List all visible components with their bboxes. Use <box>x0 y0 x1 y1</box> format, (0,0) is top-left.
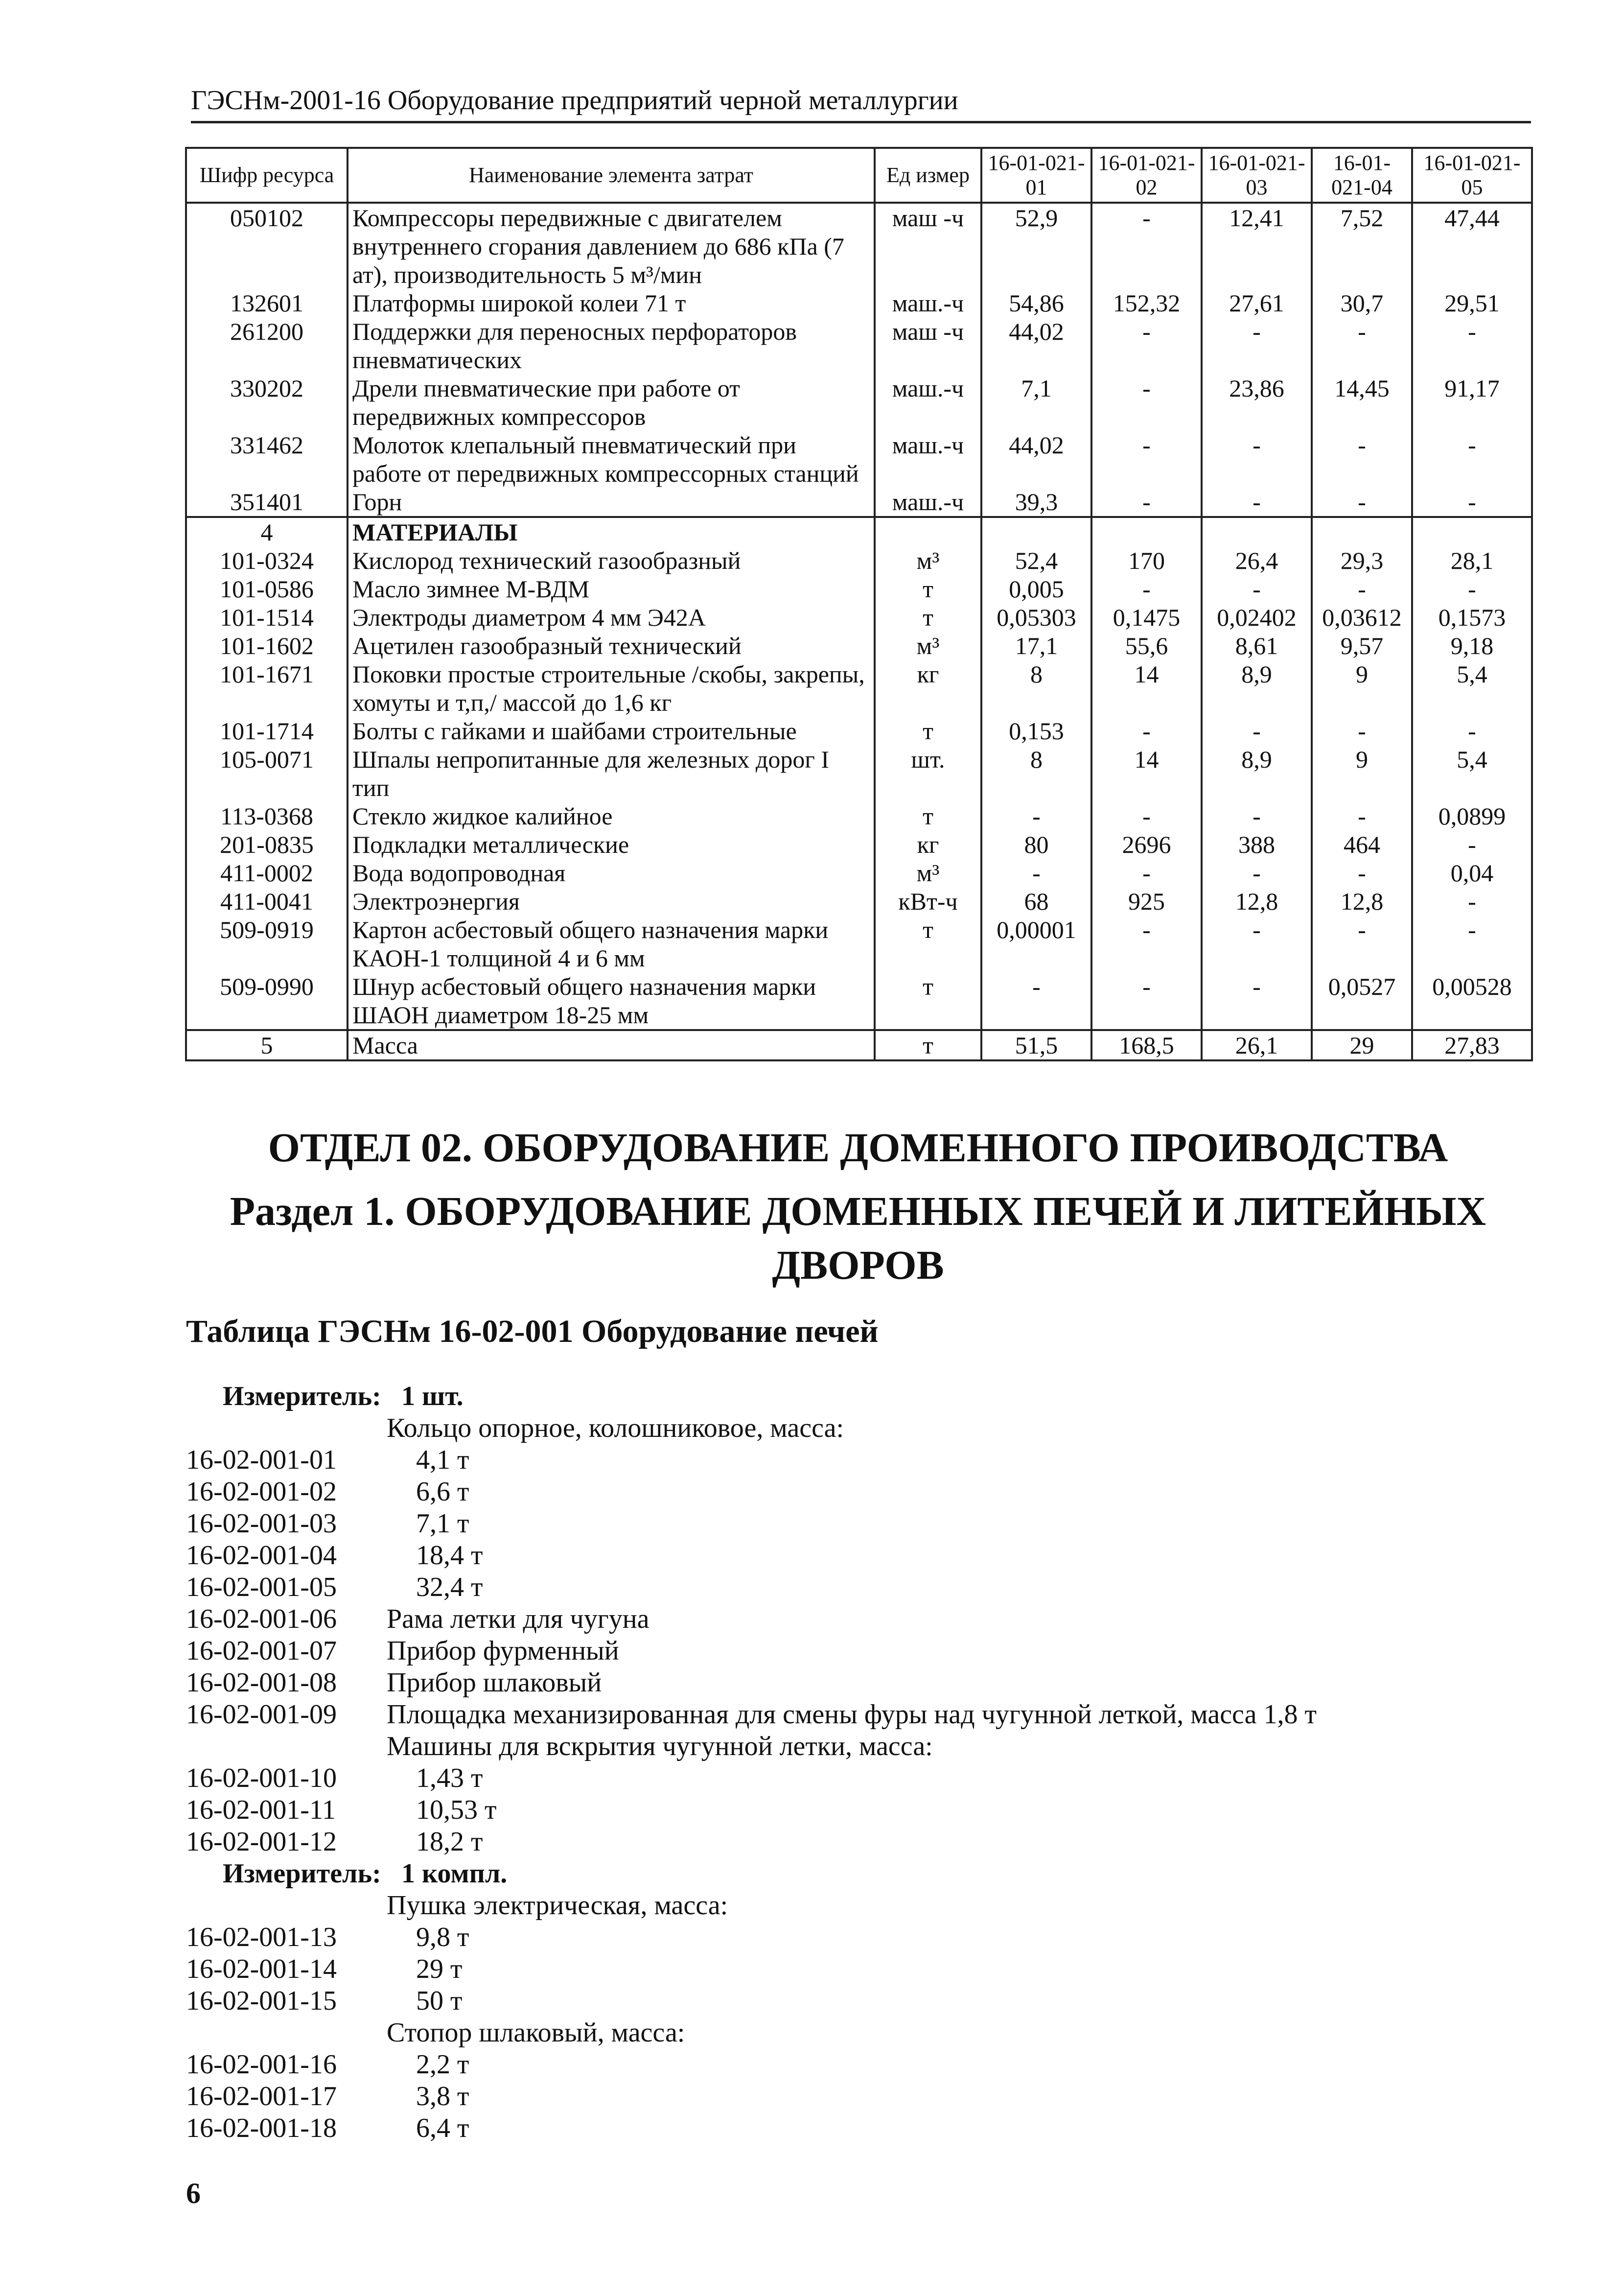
norm-value-cell: - <box>1412 717 1532 745</box>
norm-value-cell: 52,9 <box>981 203 1091 289</box>
norm-value-cell: 464 <box>1312 830 1412 859</box>
item-code: 16-02-001-06 <box>186 1604 337 1634</box>
group-heading-line <box>186 1731 1531 1762</box>
unit-cell: маш -ч <box>875 203 981 289</box>
item-text: 4,1 т <box>416 1445 469 1475</box>
group-heading-line <box>186 1412 1531 1444</box>
norm-value-cell: 26,4 <box>1202 546 1312 575</box>
norm-value-cell: 0,00528 <box>1412 972 1532 1030</box>
norm-value-cell: - <box>1091 575 1202 603</box>
item-text: 6,6 т <box>416 1477 469 1507</box>
page-header: ГЭСНм-2001-16 Оборудование предприятий черной металлургии <box>191 81 1531 123</box>
norm-value-cell: 0,153 <box>981 717 1091 745</box>
norm-value-cell: - <box>1202 972 1312 1030</box>
item-code: 16-02-001-17 <box>186 2081 337 2112</box>
norm-value-cell: 23,86 <box>1202 374 1312 431</box>
norm-value-cell: - <box>1412 488 1532 517</box>
resource-code-cell: 261200 <box>186 317 348 374</box>
cost-element-name-cell: Ацетилен газообразный технический <box>348 632 875 660</box>
resource-cost-table <box>185 147 1533 1061</box>
item-code: 16-02-001-18 <box>186 2113 337 2143</box>
table-row <box>186 972 1532 1030</box>
table-body <box>186 203 1532 1060</box>
table-row <box>186 603 1532 632</box>
norm-value-cell: 9 <box>1312 745 1412 802</box>
norm-value-cell: - <box>1202 431 1312 488</box>
norm-value-cell: - <box>1091 717 1202 745</box>
norm-value-cell: - <box>1091 915 1202 972</box>
norm-value-cell: - <box>1091 859 1202 887</box>
norm-value-cell: - <box>1312 431 1412 488</box>
unit-cell: т <box>875 575 981 603</box>
norm-value-cell: - <box>1312 915 1412 972</box>
norm-value-cell: 168,5 <box>1091 1030 1202 1060</box>
table-header-row <box>186 148 1532 203</box>
norm-value-cell: 388 <box>1202 830 1312 859</box>
norm-value-cell: 0,03612 <box>1312 603 1412 632</box>
item-text: 18,4 т <box>416 1540 483 1571</box>
norm-value-cell: 91,17 <box>1412 374 1532 431</box>
norm-value-cell: 12,41 <box>1202 203 1312 289</box>
unit-cell: т <box>875 915 981 972</box>
norm-value-cell: 29 <box>1312 1030 1412 1060</box>
norm-value-cell: 9 <box>1312 660 1412 717</box>
unit-cell: м³ <box>875 632 981 660</box>
norm-value-cell: 5,4 <box>1412 660 1532 717</box>
table-row <box>186 660 1532 717</box>
list-item <box>186 1985 1531 2017</box>
norm-value-cell: 8 <box>981 660 1091 717</box>
resource-code-cell: 101-0586 <box>186 575 348 603</box>
norm-value-cell: 12,8 <box>1312 887 1412 915</box>
table-row <box>186 915 1532 972</box>
item-text: Прибор фурменный <box>387 1636 619 1666</box>
norm-value-cell: 0,1573 <box>1412 603 1532 632</box>
norm-value-cell: 0,05303 <box>981 603 1091 632</box>
cost-element-name-cell: Кислород технический газообразный <box>348 546 875 575</box>
norm-value-cell: - <box>1412 915 1532 972</box>
resource-code-cell: 101-0324 <box>186 546 348 575</box>
item-text: 7,1 т <box>416 1508 469 1539</box>
cost-element-name-cell: Стекло жидкое калийное <box>348 802 875 830</box>
list-item <box>186 1476 1531 1508</box>
item-code: 16-02-001-13 <box>186 1922 337 1952</box>
column-header-021-03: 16-01-021-03 <box>1202 148 1312 203</box>
norm-value-cell: 0,0527 <box>1312 972 1412 1030</box>
norm-value-cell: - <box>1202 915 1312 972</box>
resource-code-cell: 113-0368 <box>186 802 348 830</box>
list-item <box>186 1826 1531 1858</box>
norm-value-cell: - <box>1412 575 1532 603</box>
norm-value-cell: 9,57 <box>1312 632 1412 660</box>
norm-value-cell: 68 <box>981 887 1091 915</box>
column-header-021-05: 16-01-021-05 <box>1412 148 1532 203</box>
item-code: 16-02-001-05 <box>186 1572 337 1602</box>
cost-element-name-cell: Подкладки металлические <box>348 830 875 859</box>
norm-value-cell: 14,45 <box>1312 374 1412 431</box>
cost-element-name-cell: МАТЕРИАЛЫ <box>348 517 875 546</box>
norm-value-cell <box>1312 517 1412 546</box>
norm-value-cell: 2696 <box>1091 830 1202 859</box>
department-title: ОТДЕЛ 02. ОБОРУДОВАНИЕ ДОМЕННОГО ПРОИВОДСТВА <box>268 1125 1448 1171</box>
norm-value-cell: - <box>1202 317 1312 374</box>
norm-value-cell: 0,0899 <box>1412 802 1532 830</box>
item-text: 18,2 т <box>416 1827 483 1857</box>
norm-value-cell: - <box>1091 203 1202 289</box>
cost-element-name-cell: Картон асбестовый общего назначения марки КАОН-1 толщиной 4 и 6 мм <box>348 915 875 972</box>
list-item <box>186 1762 1531 1794</box>
resource-code-cell: 101-1671 <box>186 660 348 717</box>
column-header-021-02: 16-01-021-02 <box>1091 148 1202 203</box>
norm-value-cell: 152,32 <box>1091 289 1202 317</box>
list-item <box>186 1444 1531 1476</box>
unit-cell: т <box>875 972 981 1030</box>
column-header-021-04: 16-01-021-04 <box>1312 148 1412 203</box>
table-row <box>186 546 1532 575</box>
table-row <box>186 289 1532 317</box>
cost-element-name-cell: Шпалы непропитанные для железных дорог I тип <box>348 745 875 802</box>
norm-value-cell: 0,005 <box>981 575 1091 603</box>
item-code: 16-02-001-02 <box>186 1477 337 1507</box>
table-row <box>186 431 1532 488</box>
norm-value-cell: 28,1 <box>1412 546 1532 575</box>
column-header-021-01: 16-01-021-01 <box>981 148 1091 203</box>
cost-element-name-cell: Электроэнергия <box>348 887 875 915</box>
list-item <box>186 1699 1531 1731</box>
norm-value-cell: - <box>1091 972 1202 1030</box>
norm-value-cell <box>981 517 1091 546</box>
meter-label: Измеритель: <box>223 1858 381 1889</box>
norm-value-cell: 9,18 <box>1412 632 1532 660</box>
unit-cell: м³ <box>875 546 981 575</box>
cost-element-name-cell: Дрели пневматические при работе от передвижных компрессоров <box>348 374 875 431</box>
item-text: 29 т <box>416 1954 463 1984</box>
table-row <box>186 745 1532 802</box>
table-row <box>186 802 1532 830</box>
table-row <box>186 830 1532 859</box>
page-number: 6 <box>186 2177 201 2209</box>
cost-element-name-cell: Электроды диаметром 4 мм Э42А <box>348 603 875 632</box>
resource-code-cell: 351401 <box>186 488 348 517</box>
table-row <box>186 203 1532 289</box>
norm-value-cell: 12,8 <box>1202 887 1312 915</box>
cost-element-name-cell: Горн <box>348 488 875 517</box>
cost-element-name-cell: Шнур асбестовый общего назначения марки ШАОН диаметром 18-25 мм <box>348 972 875 1030</box>
group-heading-line <box>186 2017 1531 2049</box>
cost-element-name-cell: Масса <box>348 1030 875 1060</box>
norm-value-cell: 0,02402 <box>1202 603 1312 632</box>
norm-value-cell: 29,3 <box>1312 546 1412 575</box>
list-item <box>186 1603 1531 1635</box>
norm-value-cell: 14 <box>1091 660 1202 717</box>
item-code: 16-02-001-04 <box>186 1540 337 1571</box>
cost-element-name-cell: Болты с гайками и шайбами строительные <box>348 717 875 745</box>
table-row <box>186 859 1532 887</box>
item-code: 16-02-001-01 <box>186 1445 337 1475</box>
item-text: 9,8 т <box>416 1922 469 1952</box>
unit-cell: маш.-ч <box>875 289 981 317</box>
norm-value-cell: 0,04 <box>1412 859 1532 887</box>
cost-element-name-cell: Масло зимнее М-ВДМ <box>348 575 875 603</box>
norm-value-cell: 30,7 <box>1312 289 1412 317</box>
meter-line <box>186 1858 1531 1890</box>
table-row <box>186 632 1532 660</box>
item-code: 16-02-001-08 <box>186 1667 337 1698</box>
resource-code-cell: 330202 <box>186 374 348 431</box>
item-code: 16-02-001-16 <box>186 2049 337 2080</box>
norm-value-cell: - <box>1412 887 1532 915</box>
resource-code-cell: 331462 <box>186 431 348 488</box>
item-text: 10,53 т <box>416 1795 497 1825</box>
section-title: Раздел 1. ОБОРУДОВАНИЕ ДОМЕННЫХ ПЕЧЕЙ И ЛИТЕЙНЫХ ДВОРОВ <box>230 1189 1486 1288</box>
unit-cell: кг <box>875 830 981 859</box>
norm-value-cell: - <box>981 972 1091 1030</box>
norm-value-cell: 44,02 <box>981 431 1091 488</box>
meter-label: Измеритель: <box>223 1381 381 1411</box>
norm-value-cell: - <box>1312 317 1412 374</box>
norm-value-cell: 14 <box>1091 745 1202 802</box>
column-header-unit: Ед измер <box>875 148 981 203</box>
norm-value-cell: 925 <box>1091 887 1202 915</box>
norm-value-cell: 39,3 <box>981 488 1091 517</box>
norm-value-cell: 27,83 <box>1412 1030 1532 1060</box>
resource-code-cell: 509-0919 <box>186 915 348 972</box>
norm-value-cell: - <box>1091 431 1202 488</box>
column-header-code: Шифр ресурса <box>186 148 348 203</box>
table-row <box>186 1030 1532 1060</box>
meter-value: 1 шт. <box>401 1381 464 1411</box>
list-item <box>186 1922 1531 1953</box>
resource-code-cell: 050102 <box>186 203 348 289</box>
item-text: Рама летки для чугуна <box>387 1604 650 1634</box>
norm-value-cell <box>1412 517 1532 546</box>
norm-value-cell: 170 <box>1091 546 1202 575</box>
cost-element-name-cell: Платформы широкой колеи 71 т <box>348 289 875 317</box>
resource-code-cell: 4 <box>186 517 348 546</box>
norm-value-cell: 29,51 <box>1412 289 1532 317</box>
list-item <box>186 1572 1531 1603</box>
list-item <box>186 1953 1531 1985</box>
norm-value-cell: - <box>981 859 1091 887</box>
table-row <box>186 575 1532 603</box>
norm-value-cell: 47,44 <box>1412 203 1532 289</box>
item-code: 16-02-001-10 <box>186 1763 337 1793</box>
list-item <box>186 1794 1531 1826</box>
unit-cell: кг <box>875 660 981 717</box>
norm-value-cell: 51,5 <box>981 1030 1091 1060</box>
norm-table-title: Таблица ГЭСНм 16-02-001 Оборудование печей <box>186 1314 879 1349</box>
cost-element-name-cell: Компрессоры передвижные с двигателем внутреннего сгорания давлением до 686 кПа (7 ат), производительность 5 м³/мин <box>348 203 875 289</box>
group-heading-line <box>186 1890 1531 1922</box>
resource-code-cell: 201-0835 <box>186 830 348 859</box>
norm-value-cell: - <box>1412 317 1532 374</box>
item-code: 16-02-001-11 <box>186 1795 336 1825</box>
resource-code-cell: 101-1714 <box>186 717 348 745</box>
item-text: 1,43 т <box>416 1763 483 1793</box>
unit-cell <box>875 517 981 546</box>
table-row <box>186 374 1532 431</box>
table-row <box>186 488 1532 517</box>
list-item <box>186 2049 1531 2081</box>
meter-value: 1 компл. <box>401 1858 508 1889</box>
cost-element-name-cell: Молоток клепальный пневматический при работе от передвижных компрессорных станций <box>348 431 875 488</box>
item-text: 2,2 т <box>416 2049 469 2080</box>
norm-value-cell: - <box>1091 488 1202 517</box>
unit-cell: т <box>875 802 981 830</box>
list-item <box>186 2112 1531 2144</box>
norm-value-cell: 27,61 <box>1202 289 1312 317</box>
norm-value-cell: 7,1 <box>981 374 1091 431</box>
norm-value-cell: - <box>1312 859 1412 887</box>
item-text: Прибор шлаковый <box>387 1667 602 1698</box>
unit-cell: т <box>875 717 981 745</box>
unit-cell: т <box>875 1030 981 1060</box>
norm-value-cell: - <box>1202 488 1312 517</box>
norm-value-cell: 0,00001 <box>981 915 1091 972</box>
norm-value-cell: - <box>1202 859 1312 887</box>
norm-value-cell: 80 <box>981 830 1091 859</box>
item-text: 32,4 т <box>416 1572 483 1602</box>
list-item <box>186 1508 1531 1540</box>
norm-value-cell: 8 <box>981 745 1091 802</box>
norm-value-cell: - <box>1091 374 1202 431</box>
table-row <box>186 517 1532 546</box>
norm-value-cell: 17,1 <box>981 632 1091 660</box>
list-item <box>186 1540 1531 1572</box>
norm-value-cell: 52,4 <box>981 546 1091 575</box>
list-item <box>186 2081 1531 2112</box>
norm-value-cell: - <box>981 802 1091 830</box>
unit-cell: маш.-ч <box>875 431 981 488</box>
group-heading: Машины для вскрытия чугунной летки, масса: <box>387 1731 933 1761</box>
cost-element-name-cell: Вода водопроводная <box>348 859 875 887</box>
norm-value-cell: 8,9 <box>1202 660 1312 717</box>
norm-value-cell: - <box>1202 802 1312 830</box>
norm-value-cell: 55,6 <box>1091 632 1202 660</box>
item-text: 3,8 т <box>416 2081 469 2112</box>
meter-line <box>186 1381 1531 1412</box>
group-heading: Стопор шлаковый, масса: <box>387 2018 685 2048</box>
item-code: 16-02-001-15 <box>186 1986 337 2016</box>
unit-cell: маш.-ч <box>875 488 981 517</box>
unit-cell: маш.-ч <box>875 374 981 431</box>
norm-value-cell: 8,61 <box>1202 632 1312 660</box>
norm-value-cell: 0,1475 <box>1091 603 1202 632</box>
norm-value-cell: - <box>1412 830 1532 859</box>
group-heading: Кольцо опорное, колошниковое, масса: <box>387 1413 844 1443</box>
norm-value-cell: - <box>1202 575 1312 603</box>
resource-code-cell: 411-0041 <box>186 887 348 915</box>
norm-value-cell: 26,1 <box>1202 1030 1312 1060</box>
item-code: 16-02-001-14 <box>186 1954 337 1984</box>
table-row <box>186 717 1532 745</box>
norm-value-cell: - <box>1312 488 1412 517</box>
norm-value-cell: 44,02 <box>981 317 1091 374</box>
unit-cell: т <box>875 603 981 632</box>
norm-value-cell: - <box>1091 317 1202 374</box>
table-row <box>186 887 1532 915</box>
resource-code-cell: 509-0990 <box>186 972 348 1030</box>
column-header-name: Наименование элемента затрат <box>348 148 875 203</box>
item-text: 6,4 т <box>416 2113 469 2143</box>
resource-code-cell: 101-1602 <box>186 632 348 660</box>
norm-value-cell <box>1202 517 1312 546</box>
norm-value-cell: - <box>1312 717 1412 745</box>
item-code: 16-02-001-09 <box>186 1699 337 1730</box>
norm-value-cell: - <box>1312 575 1412 603</box>
item-text: Площадка механизированная для смены фуры над чугунной леткой, масса 1,8 т <box>387 1699 1317 1730</box>
resource-code-cell: 101-1514 <box>186 603 348 632</box>
resource-code-cell: 411-0002 <box>186 859 348 887</box>
unit-cell: шт. <box>875 745 981 802</box>
unit-cell: кВт-ч <box>875 887 981 915</box>
norm-value-cell: - <box>1312 802 1412 830</box>
unit-cell: маш -ч <box>875 317 981 374</box>
norm-value-cell: - <box>1091 802 1202 830</box>
list-item <box>186 1667 1531 1699</box>
norm-value-cell: 7,52 <box>1312 203 1412 289</box>
item-code: 16-02-001-07 <box>186 1636 337 1666</box>
unit-cell: м³ <box>875 859 981 887</box>
cost-element-name-cell: Поддержки для переносных перфораторов пневматических <box>348 317 875 374</box>
norm-value-cell: 54,86 <box>981 289 1091 317</box>
norm-value-cell: 5,4 <box>1412 745 1532 802</box>
resource-code-cell: 132601 <box>186 289 348 317</box>
list-item <box>186 1635 1531 1667</box>
norm-value-cell: - <box>1412 431 1532 488</box>
group-heading: Пушка электрическая, масса: <box>387 1890 728 1921</box>
item-code: 16-02-001-12 <box>186 1827 337 1857</box>
item-text: 50 т <box>416 1986 463 2016</box>
resource-code-cell: 105-0071 <box>186 745 348 802</box>
table-row <box>186 317 1532 374</box>
item-code: 16-02-001-03 <box>186 1508 337 1539</box>
resource-code-cell: 5 <box>186 1030 348 1060</box>
norm-value-cell: - <box>1202 717 1312 745</box>
cost-element-name-cell: Поковки простые строительные /скобы, закрепы, хомуты и т,п,/ массой до 1,6 кг <box>348 660 875 717</box>
norm-item-list <box>186 1381 1531 2144</box>
norm-value-cell: 8,9 <box>1202 745 1312 802</box>
norm-value-cell <box>1091 517 1202 546</box>
